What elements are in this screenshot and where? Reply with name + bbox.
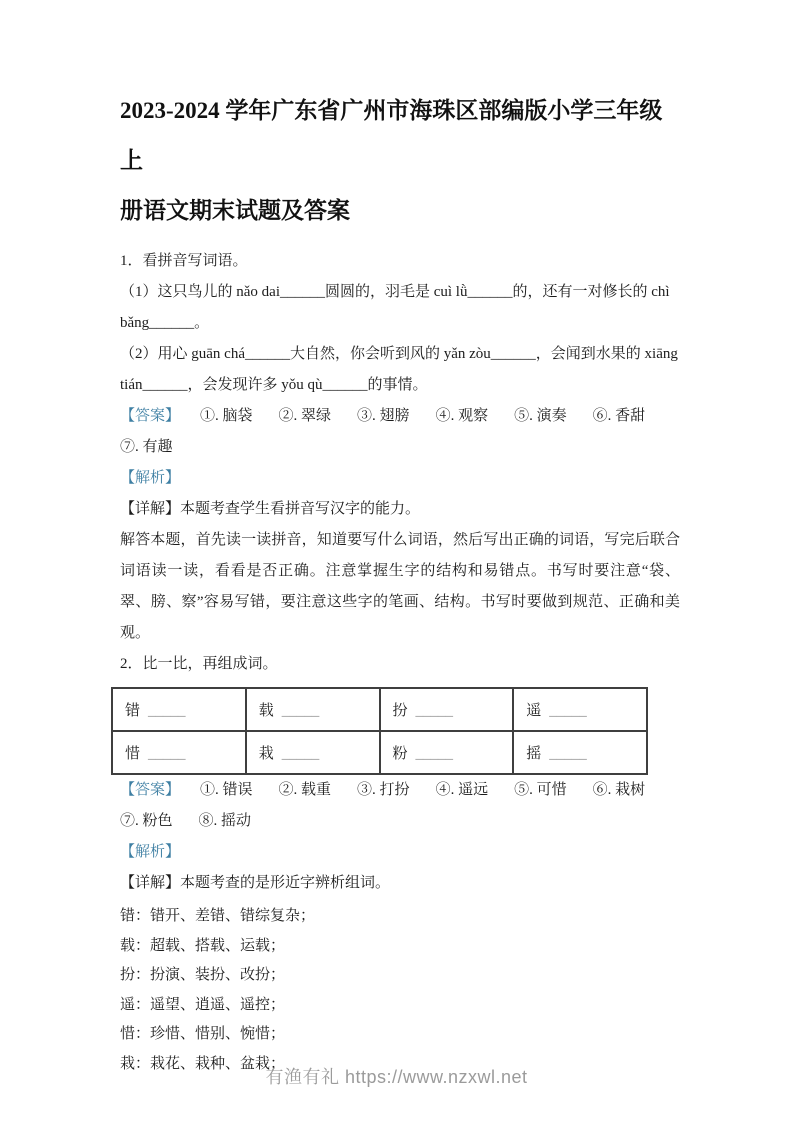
q2-detail: 【详解】本题考查的是形近字辨析组词。 bbox=[120, 875, 391, 891]
q2-answer-line-1 bbox=[120, 775, 680, 806]
cell-character: 惜 bbox=[125, 746, 141, 762]
answer-item: ⑥. 栽树 bbox=[592, 782, 646, 798]
answer-item: ⑥. 香甜 bbox=[592, 408, 646, 424]
question-1-heading: 1．看拼音写词语。 bbox=[120, 253, 248, 269]
q1-part1-line1: （1）这只鸟儿的 nǎo dai______圆圆的，羽毛是 cuì lǜ______的，还有一对修长的 chì bbox=[120, 284, 670, 300]
answer-item: ⑤. 可惜 bbox=[514, 782, 567, 798]
analysis-label: 【解析】 bbox=[120, 470, 181, 486]
answer-item: ⑦. 有趣 bbox=[120, 439, 173, 455]
q1-explanation: 解答本题，首先读一读拼音，知道要写什么词语，然后写出正确的词语，写完后联合词语读一读，看看是否正确。注意掌握生字的结构和易错点。书写时要注意“袋、翠、膀、察”容易写错，要注意这些字的笔画、结构。书写时要做到规范、正确和美观。 bbox=[120, 532, 680, 641]
cell-character: 栽 bbox=[258, 746, 274, 762]
cell-blank: _____ bbox=[549, 746, 587, 762]
word-group-line: 遥：遥望、逍遥、遥控； bbox=[120, 996, 286, 1013]
q1-detail: 【详解】本题考查学生看拼音写汉字的能力。 bbox=[120, 501, 421, 517]
cell-character: 扮 bbox=[392, 703, 408, 719]
cell-character: 粉 bbox=[392, 746, 408, 762]
answer-item: ③. 打扮 bbox=[357, 782, 410, 798]
answer-item: ①. 脑袋 bbox=[200, 408, 253, 424]
cell-blank: _____ bbox=[415, 703, 454, 719]
cell-blank: _____ bbox=[415, 746, 454, 762]
table-cell bbox=[246, 688, 380, 731]
page-title bbox=[120, 86, 680, 236]
cell-blank: _____ bbox=[148, 703, 186, 719]
q1-part2-line2: tián______，会发现许多 yǒu qù______的事情。 bbox=[120, 377, 428, 393]
table-cell bbox=[513, 731, 647, 774]
answer-item: ②. 载重 bbox=[278, 782, 332, 798]
answer-item: ④. 遥远 bbox=[435, 782, 489, 798]
q1-part1-line2: bǎng______。 bbox=[120, 315, 210, 331]
word-group-line: 惜：珍惜、惜别、惋惜； bbox=[120, 1026, 286, 1042]
word-group-line: 栽：栽花、栽种、盆栽； bbox=[120, 1055, 286, 1072]
table-cell bbox=[513, 688, 647, 731]
cell-character: 摇 bbox=[526, 746, 542, 762]
cell-character: 错 bbox=[125, 703, 141, 719]
answer-item: ⑦. 粉色 bbox=[120, 813, 173, 829]
document-content bbox=[120, 0, 680, 1079]
cell-blank: _____ bbox=[148, 746, 186, 762]
q1-answer-line-2 bbox=[120, 432, 680, 463]
cell-blank: _____ bbox=[281, 703, 320, 719]
question-2-heading: 2．比一比，再组成词。 bbox=[120, 656, 278, 672]
footer-watermark: 有渔有礼 https://www.nzxwl.net bbox=[265, 1067, 528, 1087]
answer-item: ⑧. 摇动 bbox=[198, 813, 252, 829]
q1-answer-line-1 bbox=[120, 401, 680, 432]
answer-label: 【答案】 bbox=[120, 782, 181, 798]
table-cell bbox=[112, 688, 246, 731]
answer-item: ③. 翅膀 bbox=[357, 408, 410, 424]
answer-item: ④. 观察 bbox=[435, 408, 489, 424]
compare-words-table bbox=[111, 687, 648, 775]
table-cell bbox=[112, 731, 246, 774]
analysis-label: 【解析】 bbox=[120, 844, 181, 860]
table-cell bbox=[380, 688, 514, 731]
page-title-line-1: 2023-2024 学年广东省广州市海珠区部编版小学三年级上 bbox=[120, 98, 663, 173]
answer-item: ⑤. 演奏 bbox=[514, 408, 567, 424]
word-groups bbox=[120, 902, 680, 1079]
q2-answer-line-2 bbox=[120, 806, 680, 837]
word-group-line: 错：错开、差错、错综复杂； bbox=[120, 908, 316, 924]
table-row bbox=[112, 688, 647, 731]
cell-character: 载 bbox=[258, 703, 274, 719]
answer-item: ①. 错误 bbox=[200, 782, 253, 798]
cell-blank: _____ bbox=[281, 746, 320, 762]
page-title-line-2: 册语文期末试题及答案 bbox=[120, 198, 350, 223]
q1-part2-line1: （2）用心 guān chá______大自然，你会听到风的 yǎn zòu______，会闻到水果的 xiāng bbox=[120, 346, 678, 362]
cell-blank: _____ bbox=[549, 703, 587, 719]
word-group-line: 扮：扮演、装扮、改扮； bbox=[120, 967, 286, 983]
table-row bbox=[112, 731, 647, 774]
cell-character: 遥 bbox=[526, 703, 542, 719]
table-cell bbox=[380, 731, 514, 774]
answer-label: 【答案】 bbox=[120, 408, 181, 424]
answer-item: ②. 翠绿 bbox=[278, 408, 332, 424]
table-cell bbox=[246, 731, 380, 774]
word-group-line: 载：超载、搭载、运载； bbox=[120, 937, 286, 954]
